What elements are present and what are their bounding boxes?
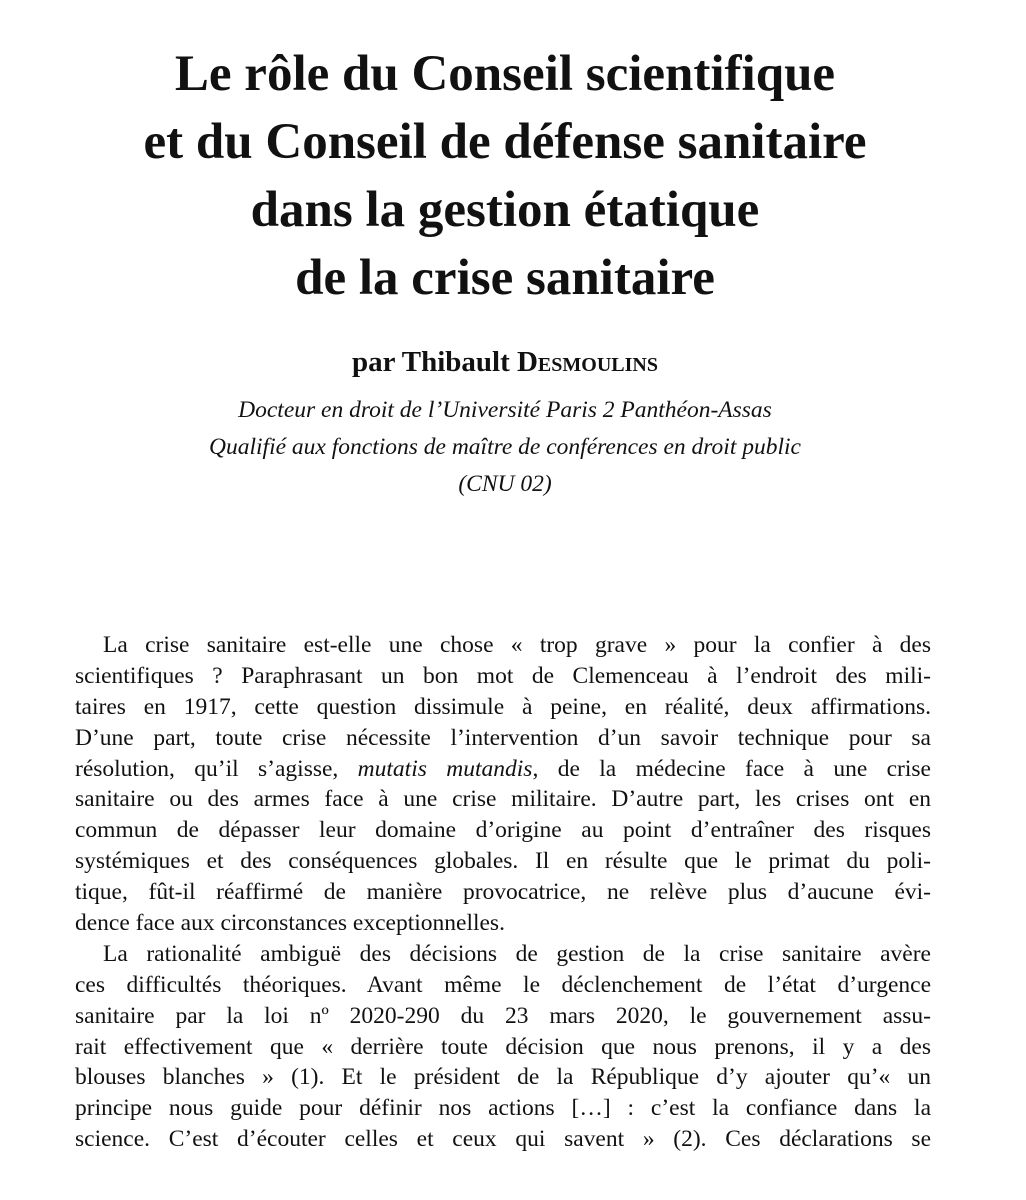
title-line: et du Conseil de défense sanitaire <box>143 114 867 170</box>
text-run: résolution, qu’il s’agisse, <box>75 755 358 782</box>
author-affiliation <box>60 392 950 503</box>
paragraph-1 <box>75 630 931 939</box>
title-line: dans la gestion étatique <box>250 182 760 238</box>
affiliation-line: Docteur en droit de l’Université Paris 2 Panthéon-Assas <box>238 397 772 423</box>
text-line: science. C’est d’écouter celles et ceux qui savent » (2). Ces déclarations se <box>75 1126 931 1153</box>
affiliation-line: (CNU 02) <box>458 471 552 497</box>
text-line: scientifiques ? Paraphrasant un bon mot de Clemenceau à l’endroit des mili- <box>75 662 931 689</box>
article-title <box>60 40 950 312</box>
text-line: systémiques et des conséquences globales. Il en résulte que le primat du poli- <box>75 848 931 875</box>
author-prefix: par Thibault <box>352 346 517 378</box>
text-line: commun de dépasser leur domaine d’origine au point d’entraîner des risques <box>75 817 931 844</box>
text-line: rait effectivement que « derrière toute décision que nous prenons, il y a des <box>75 1033 931 1060</box>
title-line: Le rôle du Conseil scientifique <box>174 46 836 102</box>
text-line: sanitaire ou des armes face à une crise militaire. D’autre part, les crises ont en <box>75 786 931 813</box>
text-line: D’une part, toute crise nécessite l’intervention d’un savoir technique pour sa <box>75 724 931 751</box>
text-line: principe nous guide pour définir nos actions […] : c’est la confiance dans la <box>75 1095 931 1122</box>
paragraph-2 <box>75 939 931 1155</box>
latin-phrase: mutatis mutandis <box>357 755 533 782</box>
text-line <box>75 754 931 785</box>
text-line: tique, fût-il réaffirmé de manière provocatrice, ne relève plus d’aucune évi- <box>75 879 931 906</box>
text-line: dence face aux circonstances exceptionnelles. <box>75 910 505 937</box>
text-line: taires en 1917, cette question dissimule à peine, en réalité, deux affirmations. <box>75 693 931 720</box>
text-line: blouses blanches » (1). Et le président de la République d’y ajouter qu’« un <box>75 1064 931 1091</box>
author-byline <box>60 340 950 384</box>
text-line: ces difficultés théoriques. Avant même le déclenchement de l’état d’urgence <box>75 971 931 998</box>
text-run: , de la médecine face à une crise <box>532 755 931 782</box>
text-line: sanitaire par la loi nº 2020-290 du 23 mars 2020, le gouvernement assu- <box>75 1002 931 1029</box>
author-surname: Desmoulins <box>516 346 658 378</box>
title-line: de la crise sanitaire <box>295 250 715 306</box>
article-body <box>75 630 931 1155</box>
affiliation-line: Qualifié aux fonctions de maître de conférences en droit public <box>209 434 801 460</box>
text-line: La crise sanitaire est-elle une chose « trop grave » pour la confier à des <box>103 632 931 658</box>
text-line: La rationalité ambiguë des décisions de gestion de la crise sanitaire avère <box>103 940 931 967</box>
